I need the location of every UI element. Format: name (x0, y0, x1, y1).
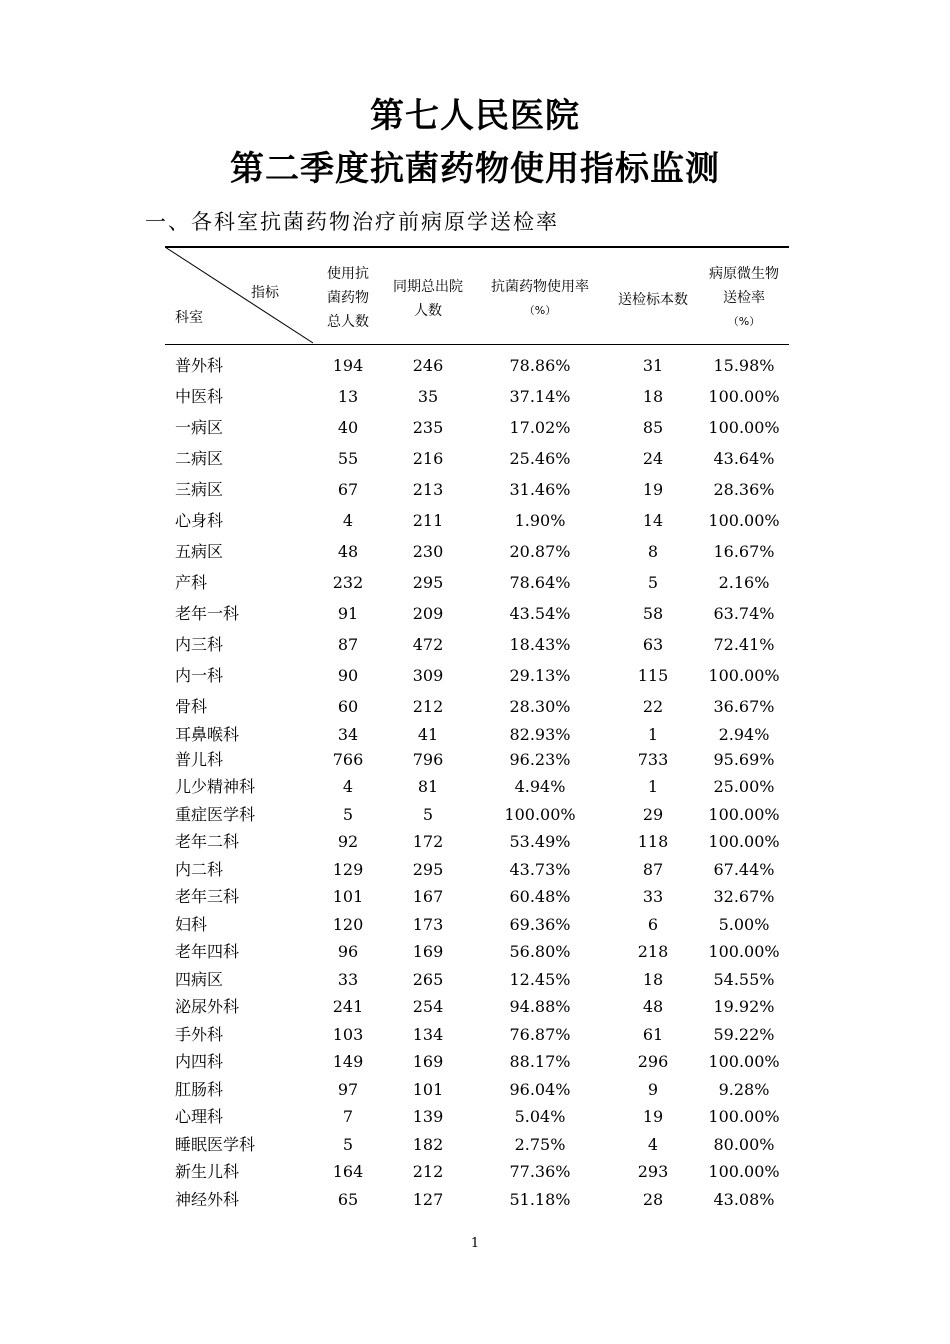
cell-discharged-total: 254 (412, 997, 444, 1016)
cell-antibiotic-users: 90 (337, 666, 359, 685)
cell-antibiotic-users: 40 (337, 418, 359, 437)
table-row (165, 446, 789, 472)
table-row (165, 1049, 789, 1075)
cell-department: 五病区 (175, 542, 224, 561)
cell-department: 骨科 (175, 697, 208, 716)
cell-discharged-total: 169 (412, 1052, 444, 1071)
cell-samples-sent: 4 (647, 1135, 659, 1154)
cell-department: 老年一科 (175, 604, 240, 623)
cell-antibiotic-users: 96 (337, 942, 359, 961)
document-title: 第七人民医院 (370, 96, 580, 136)
header-detect-rate-unit: （%） (727, 315, 761, 328)
cell-samples-sent: 5 (647, 573, 659, 592)
cell-usage-rate: 77.36% (509, 1162, 571, 1181)
header-detect-rate-line: 病原微生物 (709, 266, 779, 282)
cell-department: 神经外科 (175, 1190, 240, 1209)
cell-discharged-total: 169 (412, 942, 444, 961)
cell-detection-rate: 100.00% (708, 832, 780, 851)
cell-usage-rate: 31.46% (509, 480, 571, 499)
cell-discharged-total: 35 (417, 387, 439, 406)
section-heading: 一、各科室抗菌药物治疗前病原学送检率 (145, 210, 559, 234)
cell-department: 心身科 (175, 511, 224, 530)
header-discharged-line: 人数 (414, 303, 442, 319)
cell-department: 老年四科 (175, 942, 240, 961)
cell-discharged-total: 235 (412, 418, 444, 437)
table-row (165, 663, 789, 689)
cell-discharged-total: 173 (412, 915, 444, 934)
cell-detection-rate: 32.67% (713, 887, 775, 906)
cell-usage-rate: 25.46% (509, 449, 571, 468)
cell-samples-sent: 61 (642, 1025, 664, 1044)
cell-detection-rate: 43.64% (713, 449, 775, 468)
cell-department: 心理科 (175, 1107, 224, 1126)
cell-antibiotic-users: 241 (332, 997, 364, 1016)
cell-antibiotic-users: 55 (337, 449, 359, 468)
table-row (165, 1132, 789, 1158)
cell-usage-rate: 4.94% (514, 777, 566, 796)
table-row (165, 829, 789, 855)
cell-discharged-total: 246 (412, 356, 444, 375)
cell-discharged-total: 167 (412, 887, 444, 906)
cell-samples-sent: 218 (637, 942, 669, 961)
header-diagonal-cell (165, 246, 313, 344)
cell-samples-sent: 24 (642, 449, 664, 468)
cell-samples-sent: 87 (642, 860, 664, 879)
cell-usage-rate: 76.87% (509, 1025, 571, 1044)
cell-discharged-total: 472 (412, 635, 444, 654)
cell-department: 产科 (175, 573, 208, 592)
cell-samples-sent: 14 (642, 511, 664, 530)
cell-detection-rate: 100.00% (708, 942, 780, 961)
cell-discharged-total: 127 (412, 1190, 444, 1209)
cell-department: 内三科 (175, 635, 224, 654)
cell-antibiotic-users: 33 (337, 970, 359, 989)
cell-detection-rate: 9.28% (718, 1080, 770, 1099)
cell-usage-rate: 60.48% (509, 887, 571, 906)
cell-detection-rate: 100.00% (708, 418, 780, 437)
document-subtitle: 第二季度抗菌药物使用指标监测 (230, 149, 720, 189)
cell-department: 一病区 (175, 418, 224, 437)
cell-usage-rate: 94.88% (509, 997, 571, 1016)
cell-detection-rate: 100.00% (708, 805, 780, 824)
table-row (165, 722, 789, 748)
cell-samples-sent: 31 (642, 356, 664, 375)
table-row (165, 601, 789, 627)
cell-discharged-total: 101 (412, 1080, 444, 1099)
header-discharged (383, 246, 473, 344)
cell-detection-rate: 100.00% (708, 1052, 780, 1071)
cell-discharged-total: 295 (412, 860, 444, 879)
cell-antibiotic-users: 766 (332, 750, 364, 769)
cell-department: 妇科 (175, 915, 208, 934)
header-users-line: 总人数 (327, 314, 369, 330)
cell-antibiotic-users: 87 (337, 635, 359, 654)
cell-usage-rate: 78.86% (509, 356, 571, 375)
cell-department: 耳鼻喉科 (175, 725, 240, 744)
table-row (165, 508, 789, 534)
cell-detection-rate: 2.94% (718, 725, 770, 744)
cell-usage-rate: 2.75% (514, 1135, 566, 1154)
header-usage-rate-unit: （%） (523, 304, 557, 317)
cell-samples-sent: 118 (637, 832, 669, 851)
cell-antibiotic-users: 92 (337, 832, 359, 851)
cell-detection-rate: 100.00% (708, 387, 780, 406)
cell-discharged-total: 41 (417, 725, 439, 744)
cell-detection-rate: 67.44% (713, 860, 775, 879)
cell-detection-rate: 72.41% (713, 635, 775, 654)
cell-samples-sent: 33 (642, 887, 664, 906)
cell-department: 三病区 (175, 480, 224, 499)
header-users-line: 使用抗 (327, 266, 369, 282)
cell-department: 老年二科 (175, 832, 240, 851)
cell-antibiotic-users: 103 (332, 1025, 364, 1044)
cell-department: 内二科 (175, 860, 224, 879)
cell-detection-rate: 28.36% (713, 480, 775, 499)
cell-antibiotic-users: 48 (337, 542, 359, 561)
cell-discharged-total: 139 (412, 1107, 444, 1126)
cell-discharged-total: 5 (422, 805, 434, 824)
cell-antibiotic-users: 194 (332, 356, 364, 375)
cell-usage-rate: 53.49% (509, 832, 571, 851)
cell-antibiotic-users: 129 (332, 860, 364, 879)
cell-discharged-total: 213 (412, 480, 444, 499)
cell-samples-sent: 115 (637, 666, 669, 685)
cell-department: 肛肠科 (175, 1080, 224, 1099)
cell-usage-rate: 29.13% (509, 666, 571, 685)
cell-samples-sent: 48 (642, 997, 664, 1016)
table-row (165, 967, 789, 993)
cell-samples-sent: 63 (642, 635, 664, 654)
cell-discharged-total: 309 (412, 666, 444, 685)
header-usage-rate-line: 抗菌药物使用率 (491, 279, 589, 295)
cell-discharged-total: 209 (412, 604, 444, 623)
cell-antibiotic-users: 65 (337, 1190, 359, 1209)
table-row (165, 384, 789, 410)
table-row (165, 694, 789, 720)
table-row (165, 1187, 789, 1213)
cell-usage-rate: 88.17% (509, 1052, 571, 1071)
table-row (165, 477, 789, 503)
cell-usage-rate: 37.14% (509, 387, 571, 406)
cell-usage-rate: 12.45% (509, 970, 571, 989)
cell-discharged-total: 134 (412, 1025, 444, 1044)
cell-usage-rate: 100.00% (504, 805, 576, 824)
table-row (165, 539, 789, 565)
cell-department: 重症医学科 (175, 805, 256, 824)
cell-usage-rate: 20.87% (509, 542, 571, 561)
table-row (165, 994, 789, 1020)
cell-samples-sent: 18 (642, 387, 664, 406)
cell-samples-sent: 293 (637, 1162, 669, 1181)
cell-department: 普外科 (175, 356, 224, 375)
cell-detection-rate: 15.98% (713, 356, 775, 375)
cell-detection-rate: 59.22% (713, 1025, 775, 1044)
cell-detection-rate: 43.08% (713, 1190, 775, 1209)
cell-detection-rate: 95.69% (713, 750, 775, 769)
cell-samples-sent: 85 (642, 418, 664, 437)
header-department-label: 科室 (175, 310, 203, 326)
cell-antibiotic-users: 91 (337, 604, 359, 623)
cell-detection-rate: 100.00% (708, 666, 780, 685)
cell-samples-sent: 19 (642, 480, 664, 499)
cell-usage-rate: 28.30% (509, 697, 571, 716)
table-row (165, 1022, 789, 1048)
cell-samples-sent: 18 (642, 970, 664, 989)
cell-department: 儿少精神科 (175, 777, 256, 796)
table-row (165, 632, 789, 658)
diagonal-line (165, 246, 313, 344)
cell-discharged-total: 81 (417, 777, 439, 796)
cell-department: 中医科 (175, 387, 224, 406)
cell-usage-rate: 17.02% (509, 418, 571, 437)
cell-samples-sent: 9 (647, 1080, 659, 1099)
cell-antibiotic-users: 7 (342, 1107, 354, 1126)
cell-samples-sent: 1 (647, 725, 659, 744)
cell-department: 内一科 (175, 666, 224, 685)
table-header-rule (165, 344, 789, 345)
cell-samples-sent: 296 (637, 1052, 669, 1071)
cell-discharged-total: 172 (412, 832, 444, 851)
cell-antibiotic-users: 13 (337, 387, 359, 406)
cell-usage-rate: 1.90% (514, 511, 566, 530)
cell-detection-rate: 36.67% (713, 697, 775, 716)
cell-discharged-total: 216 (412, 449, 444, 468)
cell-antibiotic-users: 34 (337, 725, 359, 744)
cell-department: 泌尿外科 (175, 997, 240, 1016)
header-detect-rate-line: 送检率 (723, 290, 765, 306)
cell-antibiotic-users: 5 (342, 1135, 354, 1154)
cell-detection-rate: 25.00% (713, 777, 775, 796)
cell-usage-rate: 82.93% (509, 725, 571, 744)
cell-samples-sent: 1 (647, 777, 659, 796)
cell-samples-sent: 58 (642, 604, 664, 623)
cell-discharged-total: 230 (412, 542, 444, 561)
header-usage-rate (473, 246, 607, 344)
header-samples-line: 送检标本数 (618, 292, 688, 308)
table-row (165, 884, 789, 910)
cell-antibiotic-users: 149 (332, 1052, 364, 1071)
cell-detection-rate: 100.00% (708, 511, 780, 530)
cell-department: 睡眠医学科 (175, 1135, 256, 1154)
cell-antibiotic-users: 164 (332, 1162, 364, 1181)
cell-usage-rate: 5.04% (514, 1107, 566, 1126)
cell-discharged-total: 265 (412, 970, 444, 989)
cell-department: 内四科 (175, 1052, 224, 1071)
table-row (165, 1077, 789, 1103)
cell-detection-rate: 63.74% (713, 604, 775, 623)
cell-detection-rate: 19.92% (713, 997, 775, 1016)
cell-antibiotic-users: 4 (342, 777, 354, 796)
cell-samples-sent: 28 (642, 1190, 664, 1209)
cell-detection-rate: 80.00% (713, 1135, 775, 1154)
cell-usage-rate: 69.36% (509, 915, 571, 934)
cell-department: 手外科 (175, 1025, 224, 1044)
cell-antibiotic-users: 232 (332, 573, 364, 592)
cell-detection-rate: 100.00% (708, 1162, 780, 1181)
cell-samples-sent: 8 (647, 542, 659, 561)
cell-detection-rate: 2.16% (718, 573, 770, 592)
cell-department: 二病区 (175, 449, 224, 468)
cell-usage-rate: 56.80% (509, 942, 571, 961)
header-samples (607, 246, 699, 344)
table-row (165, 353, 789, 379)
cell-department: 老年三科 (175, 887, 240, 906)
cell-usage-rate: 43.54% (509, 604, 571, 623)
cell-discharged-total: 295 (412, 573, 444, 592)
cell-department: 普儿科 (175, 750, 224, 769)
table-row (165, 857, 789, 883)
table-row (165, 802, 789, 828)
table-row (165, 747, 789, 773)
cell-department: 新生儿科 (175, 1162, 240, 1181)
table-row (165, 1104, 789, 1130)
table-row (165, 1159, 789, 1185)
cell-antibiotic-users: 4 (342, 511, 354, 530)
header-users-line: 菌药物 (327, 290, 369, 306)
cell-antibiotic-users: 120 (332, 915, 364, 934)
cell-usage-rate: 96.23% (509, 750, 571, 769)
cell-discharged-total: 212 (412, 1162, 444, 1181)
table-row (165, 415, 789, 441)
header-discharged-line: 同期总出院 (393, 279, 463, 295)
cell-usage-rate: 78.64% (509, 573, 571, 592)
table-row (165, 774, 789, 800)
cell-antibiotic-users: 67 (337, 480, 359, 499)
cell-samples-sent: 19 (642, 1107, 664, 1126)
cell-discharged-total: 182 (412, 1135, 444, 1154)
cell-antibiotic-users: 60 (337, 697, 359, 716)
page-number: 1 (470, 1236, 480, 1251)
cell-discharged-total: 212 (412, 697, 444, 716)
cell-usage-rate: 43.73% (509, 860, 571, 879)
cell-samples-sent: 22 (642, 697, 664, 716)
cell-discharged-total: 211 (412, 511, 444, 530)
table-row (165, 939, 789, 965)
cell-usage-rate: 18.43% (509, 635, 571, 654)
cell-samples-sent: 29 (642, 805, 664, 824)
cell-usage-rate: 96.04% (509, 1080, 571, 1099)
cell-discharged-total: 796 (412, 750, 444, 769)
cell-usage-rate: 51.18% (509, 1190, 571, 1209)
table-row (165, 912, 789, 938)
cell-detection-rate: 16.67% (713, 542, 775, 561)
header-indicator-label: 指标 (251, 285, 279, 301)
cell-detection-rate: 54.55% (713, 970, 775, 989)
cell-antibiotic-users: 101 (332, 887, 364, 906)
cell-detection-rate: 5.00% (718, 915, 770, 934)
cell-samples-sent: 6 (647, 915, 659, 934)
header-users (313, 246, 383, 344)
header-detect-rate (699, 246, 789, 344)
cell-samples-sent: 733 (637, 750, 669, 769)
cell-antibiotic-users: 5 (342, 805, 354, 824)
table-row (165, 570, 789, 596)
cell-detection-rate: 100.00% (708, 1107, 780, 1126)
cell-antibiotic-users: 97 (337, 1080, 359, 1099)
cell-department: 四病区 (175, 970, 224, 989)
